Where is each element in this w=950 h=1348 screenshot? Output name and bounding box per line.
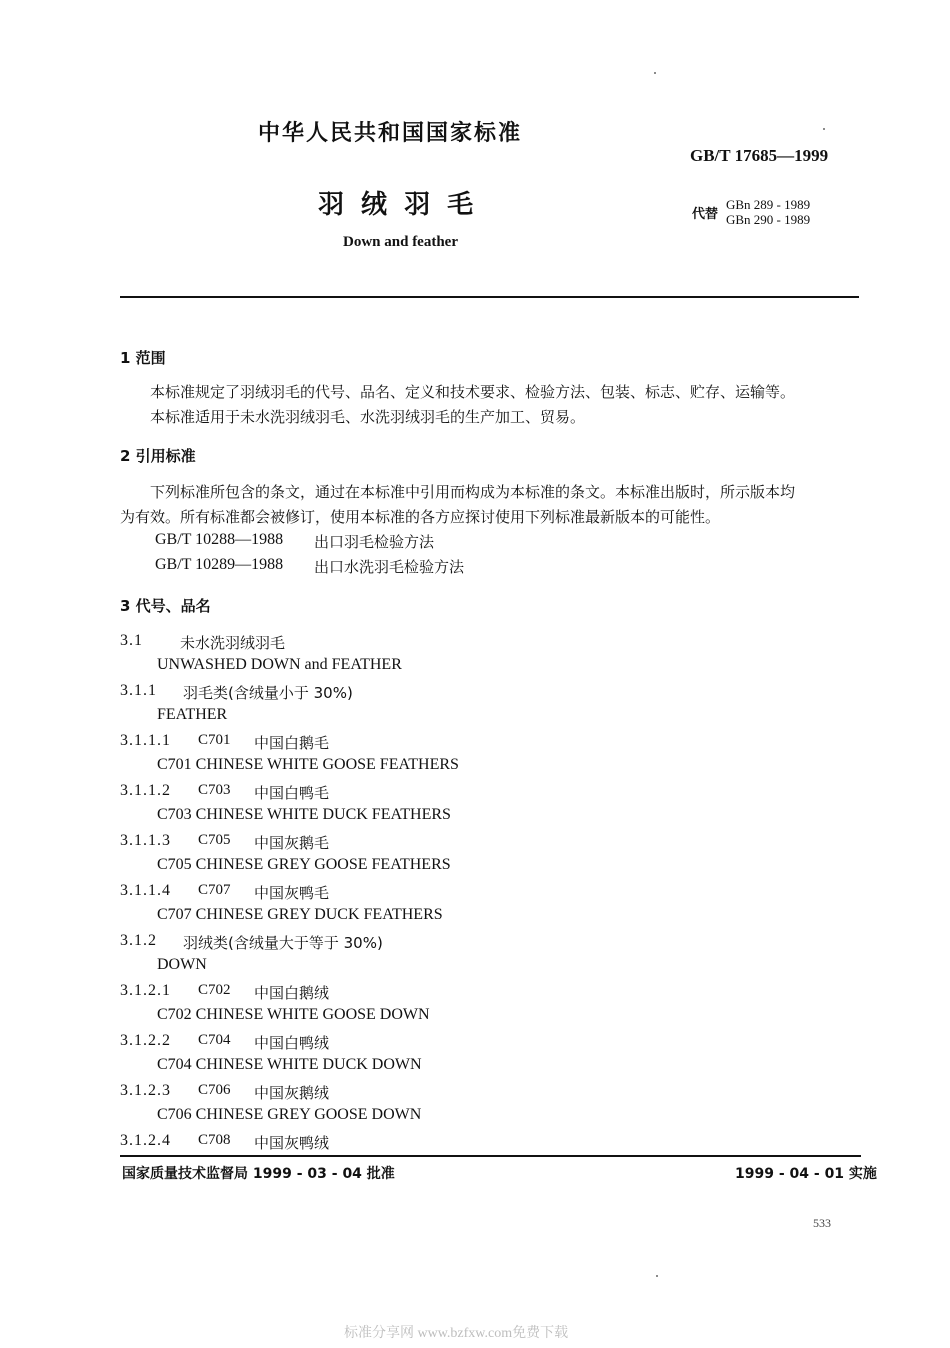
item-name-en: C706 CHINESE GREY GOOSE DOWN xyxy=(157,1106,422,1123)
reference-title: 出口水洗羽毛检验方法 xyxy=(314,558,465,576)
item-name-en: C707 CHINESE GREY DUCK FEATHERS xyxy=(157,906,443,923)
item-number: 3.1.2.4 xyxy=(120,1132,171,1149)
item-name-en: DOWN xyxy=(157,956,207,973)
item-name-en: FEATHER xyxy=(157,706,228,723)
item-name-cn: 中国灰鸭绒 xyxy=(254,1134,330,1152)
replaces-item: GBn 290 - 1989 xyxy=(726,212,811,227)
item-name-en: C705 CHINESE GREY GOOSE FEATHERS xyxy=(157,856,451,873)
org-title: 中华人民共和国国家标准 xyxy=(258,121,523,146)
item-code: C706 xyxy=(198,1082,231,1098)
item-name-cn: 中国白鹅毛 xyxy=(254,734,330,752)
approval-line: 国家质量技术监督局 1999 - 03 - 04 批准 xyxy=(122,1166,395,1182)
section-heading: 3 代号、品名 xyxy=(120,597,211,615)
section-heading: 2 引用标准 xyxy=(120,447,196,465)
item-number: 3.1.1 xyxy=(120,682,157,699)
item-number: 3.1.1.3 xyxy=(120,832,171,849)
paragraph: 本标准规定了羽绒羽毛的代号、品名、定义和技术要求、检验方法、包装、标志、贮存、运输等。 xyxy=(150,383,796,401)
watermark: 标准分享网 www.bzfxw.com免费下载 xyxy=(344,1326,569,1341)
item-name-en: C702 CHINESE WHITE GOOSE DOWN xyxy=(157,1006,430,1023)
item-code: C703 xyxy=(198,782,231,798)
item-name-cn: 中国灰鸭毛 xyxy=(254,884,330,902)
scan-speck xyxy=(656,1275,658,1277)
item-name-cn: 中国白鸭毛 xyxy=(254,784,330,802)
item-name-cn: 未水洗羽绒羽毛 xyxy=(180,634,286,652)
scan-speck xyxy=(654,72,656,74)
reference-code: GB/T 10288—1988 xyxy=(155,531,284,548)
item-number: 3.1 xyxy=(120,632,143,649)
item-number: 3.1.2.3 xyxy=(120,1082,171,1099)
scan-speck xyxy=(823,128,825,130)
header-rule xyxy=(120,296,859,298)
item-code: C702 xyxy=(198,982,231,998)
item-number: 3.1.1.2 xyxy=(120,782,171,799)
page-number: 533 xyxy=(813,1216,831,1230)
standard-number: GB/T 17685—1999 xyxy=(690,146,829,165)
item-number: 3.1.1.1 xyxy=(120,732,171,749)
item-name-en: C704 CHINESE WHITE DUCK DOWN xyxy=(157,1056,422,1073)
item-code: C704 xyxy=(198,1032,231,1048)
paragraph: 为有效。所有标准都会被修订，使用本标准的各方应探讨使用下列标准最新版本的可能性。 xyxy=(120,508,721,526)
item-name-cn: 中国灰鹅绒 xyxy=(254,1084,330,1102)
replaces-label: 代替 xyxy=(692,207,719,222)
effective-date: 1999 - 04 - 01 实施 xyxy=(735,1166,877,1182)
title-cn: 羽 绒 羽 毛 xyxy=(318,190,478,220)
title-en: Down and feather xyxy=(343,234,458,250)
reference-code: GB/T 10289—1988 xyxy=(155,556,284,573)
paragraph: 下列标准所包含的条文，通过在本标准中引用而构成为本标准的条文。本标准出版时，所示版本均 xyxy=(150,483,796,501)
item-name-en: C703 CHINESE WHITE DUCK FEATHERS xyxy=(157,806,451,823)
item-number: 3.1.2.1 xyxy=(120,982,171,999)
item-code: C705 xyxy=(198,832,231,848)
item-name-cn: 中国灰鹅毛 xyxy=(254,834,330,852)
item-name-cn: 羽毛类(含绒量小于 30%) xyxy=(183,684,353,702)
item-name-cn: 中国白鸭绒 xyxy=(254,1034,330,1052)
item-name-cn: 羽绒类(含绒量大于等于 30%) xyxy=(183,934,383,952)
section-heading: 1 范围 xyxy=(120,349,166,367)
item-number: 3.1.2.2 xyxy=(120,1032,171,1049)
paragraph: 本标准适用于未水洗羽绒羽毛、水洗羽绒羽毛的生产加工、贸易。 xyxy=(150,408,586,426)
item-number: 3.1.1.4 xyxy=(120,882,171,899)
reference-title: 出口羽毛检验方法 xyxy=(314,533,435,551)
replaces-item: GBn 289 - 1989 xyxy=(726,197,811,212)
footer-rule xyxy=(120,1155,861,1157)
item-code: C701 xyxy=(198,732,231,748)
item-number: 3.1.2 xyxy=(120,932,157,949)
item-name-en: C701 CHINESE WHITE GOOSE FEATHERS xyxy=(157,756,459,773)
item-name-en: UNWASHED DOWN and FEATHER xyxy=(157,656,402,673)
item-name-cn: 中国白鹅绒 xyxy=(254,984,330,1002)
item-code: C708 xyxy=(198,1132,231,1148)
item-code: C707 xyxy=(198,882,231,898)
